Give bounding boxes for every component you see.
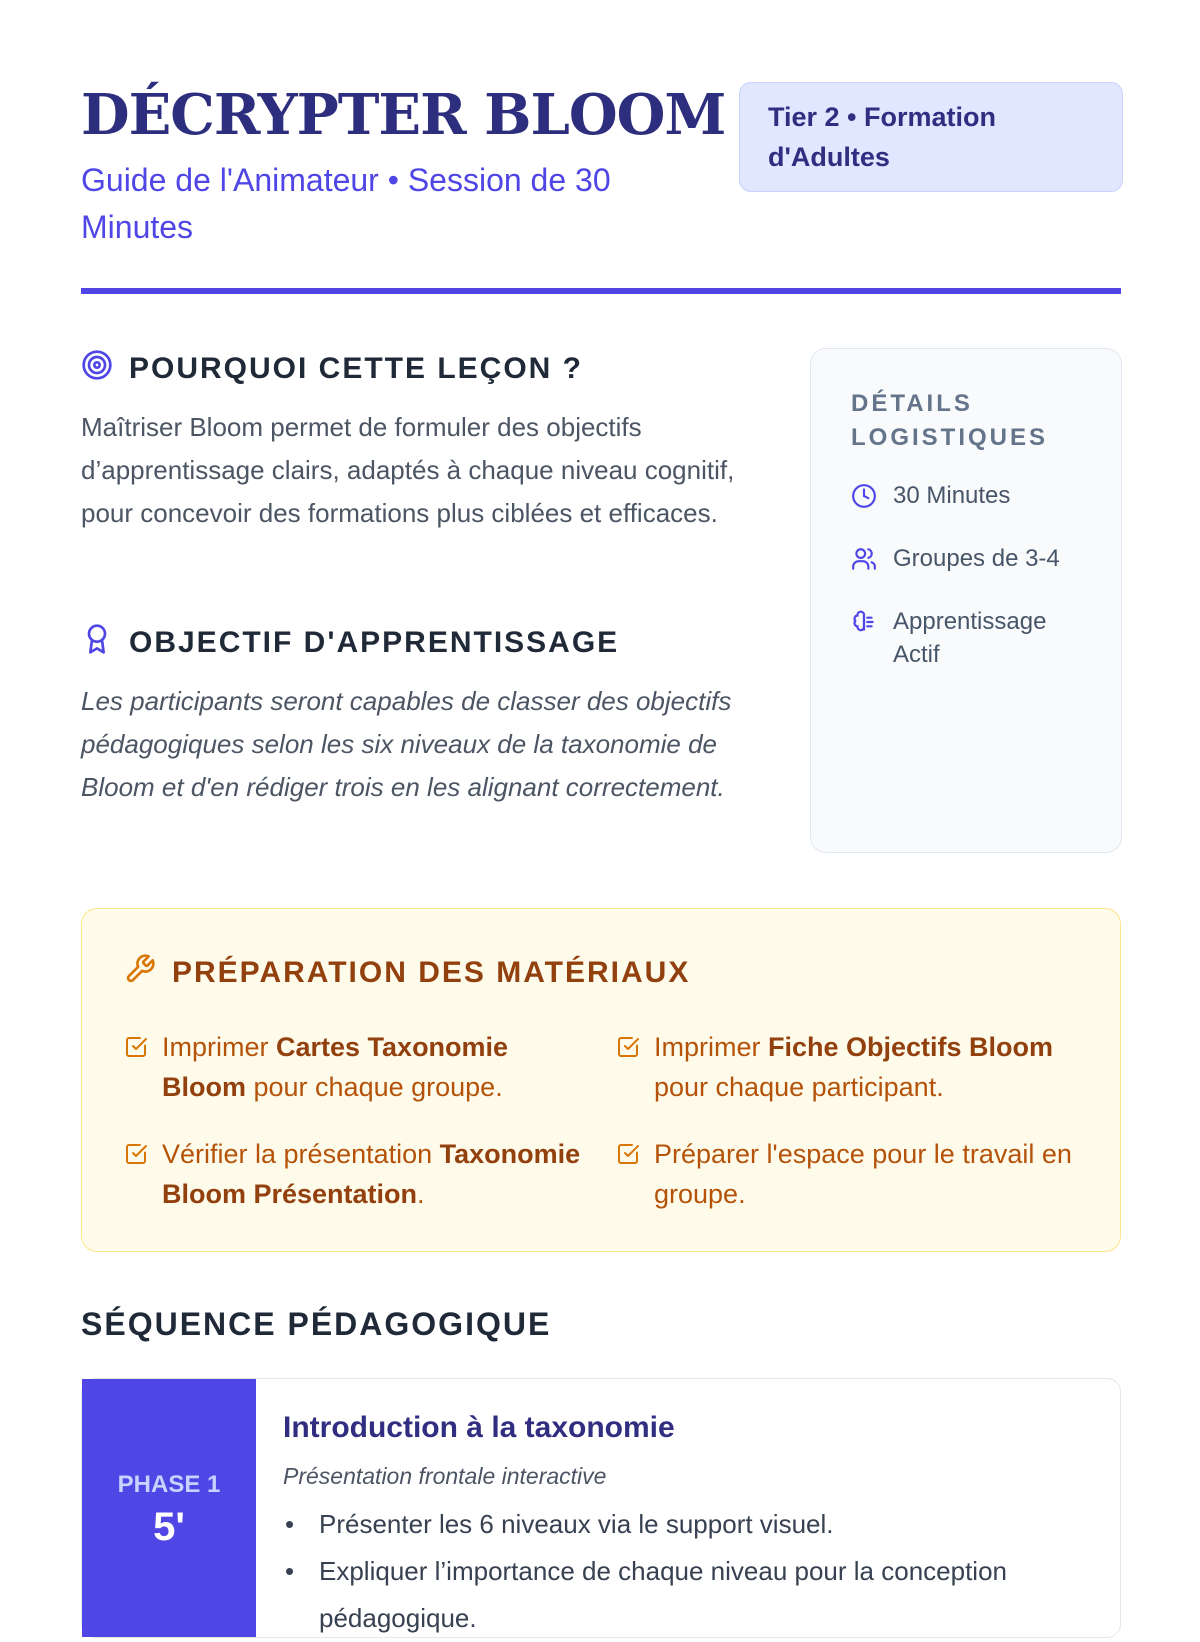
logistics-card	[810, 348, 1122, 853]
materials-card	[81, 908, 1121, 1252]
phase-subtitle: Présentation frontale interactive	[283, 1463, 607, 1489]
phase-step: • Présenter les 6 niveaux via le support visuel.	[283, 1501, 1093, 1548]
materials-item-text: Préparer l'espace pour le travail en groupe.	[654, 1139, 1072, 1209]
objective-heading-label: OBJECTIF D'APPRENTISSAGE	[129, 626, 620, 659]
materials-item	[124, 1134, 584, 1214]
award-icon	[81, 623, 113, 663]
materials-item-text: Imprimer Fiche Objectifs Bloom pour chaque participant.	[654, 1032, 1054, 1102]
logistics-label: Apprentissage Actif	[893, 608, 1047, 668]
phase-sidebar	[82, 1379, 256, 1637]
logistics-title: DÉTAILS LOGISTIQUES	[851, 390, 1049, 451]
tier-badge: Tier 2 • Formation d'Adultes	[739, 82, 1123, 192]
clock-icon	[851, 479, 877, 518]
checkbox-icon	[616, 1027, 640, 1107]
materials-heading	[124, 953, 690, 993]
phase-duration: 5'	[153, 1505, 185, 1549]
brain-icon	[851, 605, 877, 644]
sequence-title: SÉQUENCE PÉDAGOGIQUE	[81, 1306, 552, 1342]
logistics-item-groups	[851, 542, 1081, 581]
why-heading-label: POURQUOI CETTE LEÇON ?	[129, 352, 584, 385]
objective-heading	[81, 623, 619, 663]
checkbox-icon	[616, 1134, 640, 1214]
objective-text: Les participants seront capables de classer des objectifs pédagogiques selon les six niveaux de la taxonomie de Bloom et d'en rédiger trois en les alignant correctement.	[81, 686, 732, 802]
materials-item	[616, 1134, 1076, 1214]
materials-item-text: Imprimer Cartes Taxonomie Bloom pour chaque groupe.	[162, 1032, 509, 1102]
phase-label: PHASE 1	[117, 1471, 221, 1498]
why-text: Maîtriser Bloom permet de formuler des objectifs d’apprentissage clairs, adaptés à chaque niveau cognitif, pour concevoir des formations plus ciblées et efficaces.	[81, 412, 735, 528]
checkbox-icon	[124, 1027, 148, 1107]
phase-title: Introduction à la taxonomie	[283, 1411, 675, 1444]
checkbox-icon	[124, 1134, 148, 1214]
materials-item-text: Vérifier la présentation Taxonomie Bloom Présentation.	[162, 1139, 581, 1209]
materials-item	[616, 1027, 1076, 1107]
page-subtitle: Guide de l'Animateur • Session de 30 Minutes	[81, 162, 611, 245]
materials-item	[124, 1027, 564, 1107]
materials-heading-label: PRÉPARATION DES MATÉRIAUX	[172, 956, 691, 989]
target-icon	[81, 349, 113, 389]
phase-steps	[283, 1501, 1093, 1642]
logistics-item-method	[851, 605, 1081, 671]
logistics-item-duration	[851, 479, 1081, 518]
phase-card	[81, 1378, 1121, 1638]
why-heading	[81, 349, 583, 389]
page-header	[81, 82, 1121, 294]
wrench-icon	[124, 953, 156, 993]
logistics-label: Groupes de 3-4	[893, 545, 1060, 572]
phase-step: • Expliquer l’importance de chaque niveau pour la conception pédagogique.	[283, 1548, 1093, 1642]
logistics-label: 30 Minutes	[893, 482, 1011, 509]
header-divider	[81, 288, 1121, 294]
page-title: DÉCRYPTER BLOOM	[81, 82, 726, 148]
users-icon	[851, 542, 877, 581]
